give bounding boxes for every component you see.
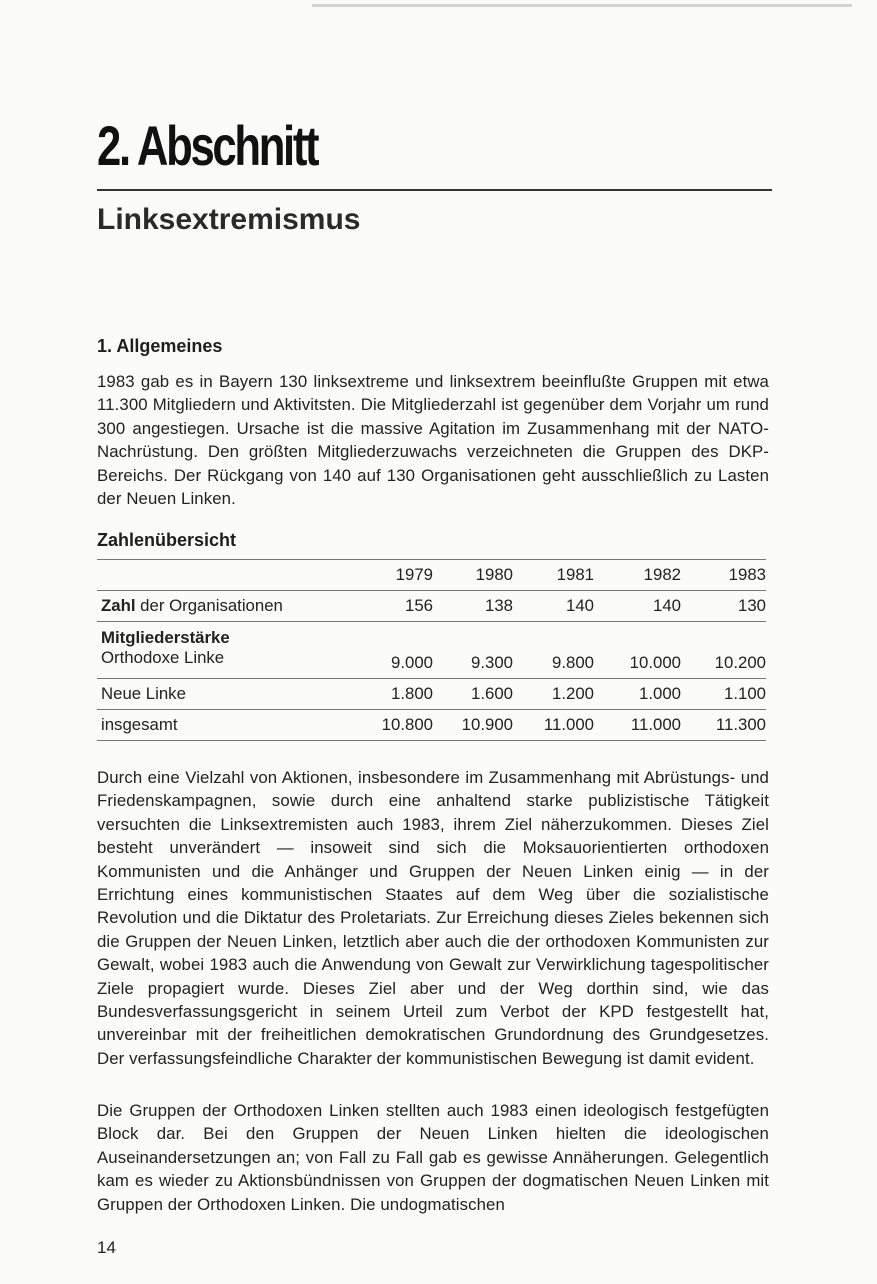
- year-cell: 1980: [433, 560, 513, 591]
- value-cell: 138: [433, 591, 513, 622]
- table-row-total: [97, 710, 766, 741]
- section-title: Linksextremismus: [97, 203, 361, 236]
- value-cell: 11.000: [513, 710, 594, 741]
- year-cell: 1981: [513, 560, 594, 591]
- value-cell: 156: [347, 591, 433, 622]
- year-cell: 1979: [347, 560, 433, 591]
- row-label: Orthodoxe Linke: [97, 648, 347, 679]
- value-cell: 10.900: [433, 710, 513, 741]
- scan-edge-line: [312, 4, 852, 7]
- paragraph-groups: Die Gruppen der Orthodoxen Linken stellten auch 1983 einen ideologisch festgefügten Block dar. Bei den Gruppen der Neuen Linken hielten die ideologischen Auseinandersetzungen an; von Fall zu Fall gab es gewisse Annäherungen. Gelegentlich kam es wieder zu Aktionsbündnissen von Gruppen der dogmatischen Neuen Linken mit Gruppen der Orthodoxen Linken. Die undogmatischen: [97, 1101, 769, 1214]
- value-cell: 10.800: [347, 710, 433, 741]
- value-cell: 1.200: [513, 679, 594, 710]
- value-cell: 9.300: [433, 648, 513, 679]
- table-row: [97, 648, 766, 679]
- table-header-row: [97, 560, 766, 591]
- table-row: [97, 679, 766, 710]
- year-cell: 1982: [594, 560, 681, 591]
- value-cell: 1.600: [433, 679, 513, 710]
- row-label-rest: der Organisationen: [135, 596, 283, 615]
- statistics-table: [97, 559, 766, 741]
- value-cell: 9.000: [347, 648, 433, 679]
- table-row-organisations: [97, 591, 766, 622]
- page-number: 14: [97, 1238, 116, 1257]
- value-cell: 130: [681, 591, 766, 622]
- value-cell: 1.100: [681, 679, 766, 710]
- value-cell: 11.000: [594, 710, 681, 741]
- value-cell: 9.800: [513, 648, 594, 679]
- value-cell: 11.300: [681, 710, 766, 741]
- year-cell: 1983: [681, 560, 766, 591]
- header-empty-cell: [97, 560, 347, 591]
- membership-heading: Mitgliederstärke: [101, 628, 230, 647]
- row-label: Neue Linke: [97, 679, 347, 710]
- value-cell: 1.000: [594, 679, 681, 710]
- section-number: 2. Abschnitt: [97, 114, 318, 177]
- row-label: [97, 591, 347, 622]
- row-label-bold: Zahl: [101, 596, 136, 615]
- row-label: insgesamt: [97, 710, 347, 741]
- value-cell: 140: [513, 591, 594, 622]
- heading-zahlenuebersicht: Zahlenübersicht: [97, 530, 237, 550]
- table-row-membership-heading: [97, 622, 766, 649]
- value-cell: 10.200: [681, 648, 766, 679]
- paragraph-goals: Durch eine Vielzahl von Aktionen, insbesondere im Zusammenhang mit Abrüstungs- und Friedenskampagnen, sowie durch eine anhaltend starke publizistische Tätigkeit versuchten die Linksextremisten auch 1983, ihrem Ziel näherzukommen. Dieses Ziel besteht unverändert — insoweit sind sich die Moksauorientierten orthodoxen Kommunisten und die Anhänger und Gruppen der Neuen Linken einig — in der Errichtung eines kommunistischen Staates auf dem Weg über die sozialistische Revolution und die Diktatur des Proletariats. Zur Erreichung dieses Zieles bekennen sich die Gruppen der Neuen Linken, letztlich aber auch die der orthodoxen Kommunisten zur Gewalt, wobei 1983 auch die Anwendung von Gewalt zur Verwirklichung tagespolitischer Ziele propagiert wurde. Dieses Ziel aber und der Weg dorthin sind, wie das Bundesverfassungsgericht in seinem Urteil zum Verbot der KPD festgestellt hat, unvereinbar mit der freiheitlichen demokratischen Grundordnung des Grundgesetzes. Der verfassungsfeindliche Charakter der kommunistischen Bewegung ist damit evident.: [97, 768, 769, 1068]
- heading-allgemeines: 1. Allgemeines: [97, 336, 223, 356]
- value-cell: 1.800: [347, 679, 433, 710]
- value-cell: 140: [594, 591, 681, 622]
- value-cell: 10.000: [594, 648, 681, 679]
- paragraph-intro: 1983 gab es in Bayern 130 linksextreme und linksextrem beeinflußte Gruppen mit etwa 11.300 Mitgliedern und Aktivitsten. Die Mitgliederzahl ist gegenüber dem Vorjahr um rund 300 angestiegen. Ursache ist die massive Agitation im Zusammenhang mit der NATO-Nachrüstung. Den größten Mitgliederzuwachs verzeichneten die Gruppen des DKP-Bereichs. Der Rückgang von 140 auf 130 Organisationen geht ausschließlich zu Lasten der Neuen Linken.: [97, 372, 769, 509]
- title-divider: [97, 189, 772, 191]
